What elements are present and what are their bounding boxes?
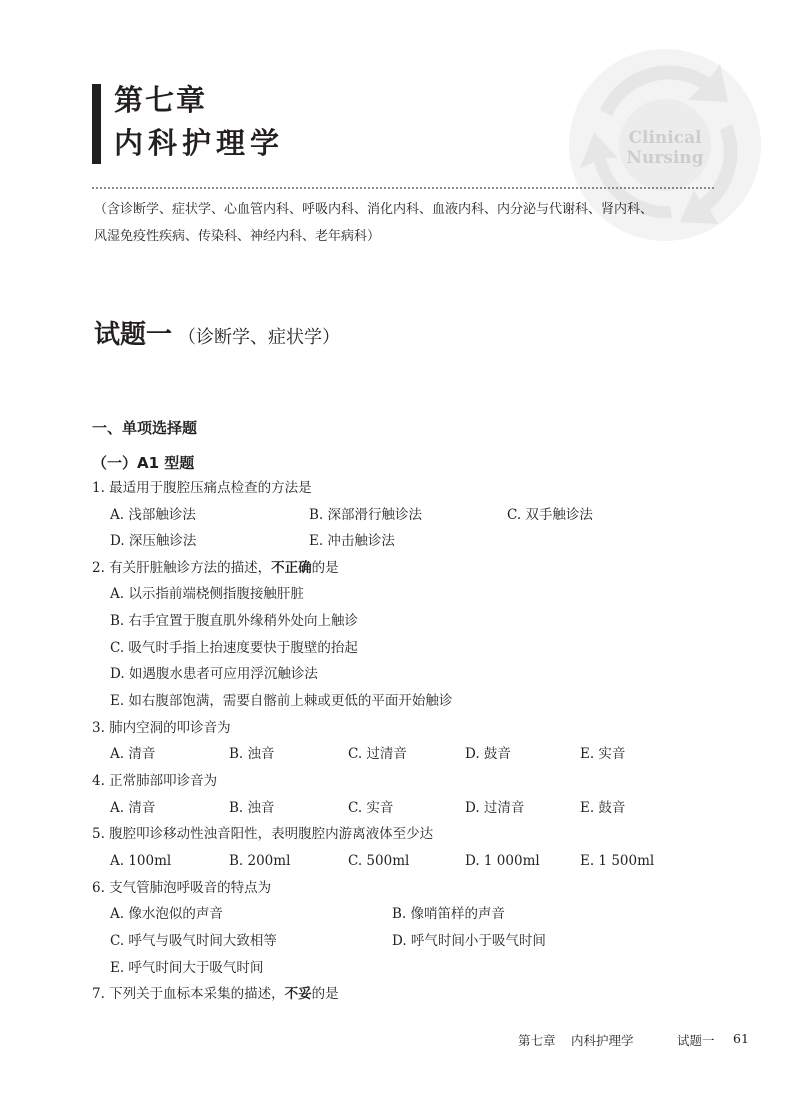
answer-option: B. 像哨笛样的声音: [392, 906, 506, 922]
answer-option: C. 实音: [348, 800, 394, 816]
answer-option: B. 浊音: [229, 746, 275, 762]
answer-option: A. 以示指前端桡侧指腹接触肝脏: [110, 586, 304, 602]
answer-option: C. 呼气与吸气时间大致相等: [110, 933, 277, 949]
footer-chapter-title: 内科护理学: [571, 1033, 634, 1048]
subsection-heading: （一）A1 型题: [92, 454, 195, 472]
page-number: 61: [733, 1031, 749, 1046]
dotted-divider: [92, 187, 714, 189]
answer-option: B. 浊音: [229, 800, 275, 816]
question-stem: [92, 984, 339, 1004]
answer-option: A. 清音: [110, 746, 156, 762]
chapter-scope-line2: 风湿免疫性疾病、传染科、神经内科、老年病科）: [94, 229, 381, 244]
question-stem: 4. 正常肺部叩诊音为: [92, 773, 218, 789]
footer-exam-label: 试题一: [677, 1033, 715, 1048]
exam-title: 试题一: [94, 320, 173, 350]
question-stem-emphasis: 不妥: [284, 986, 312, 1002]
question-stem: 6. 支气管肺泡呼吸音的特点为: [92, 880, 272, 896]
footer-chapter-label: 第七章: [518, 1033, 556, 1048]
chapter-accent-bar: [92, 84, 101, 164]
answer-option: E. 1 500ml: [580, 853, 655, 869]
answer-option: A. 像水泡似的声音: [110, 906, 223, 922]
question-stem: [92, 558, 339, 578]
answer-option: E. 冲击触诊法: [309, 533, 395, 549]
question-stem-text: 的是: [311, 986, 339, 1002]
answer-option: D. 鼓音: [465, 746, 511, 762]
answer-option: C. 吸气时手指上抬速度要快于腹壁的抬起: [110, 640, 358, 656]
answer-option: C. 500ml: [348, 853, 410, 869]
answer-option: D. 1 000ml: [465, 853, 540, 869]
answer-option: B. 右手宜置于腹直肌外缘稍外处向上触诊: [110, 613, 359, 629]
logo-text-line1: Clinical: [628, 128, 702, 148]
answer-option: B. 200ml: [229, 853, 291, 869]
question-stem-emphasis: 不正确: [271, 560, 312, 576]
answer-option: A. 100ml: [110, 853, 172, 869]
section-heading: 一、单项选择题: [92, 419, 198, 437]
answer-option: D. 深压触诊法: [110, 533, 197, 549]
question-stem-text: 的是: [311, 560, 339, 576]
logo-text-line2: Nursing: [626, 148, 704, 168]
exam-scope: （诊断学、症状学）: [178, 327, 341, 348]
answer-option: A. 清音: [110, 800, 156, 816]
question-stem: 1. 最适用于腹腔压痛点检查的方法是: [92, 480, 312, 496]
answer-option: D. 如遇腹水患者可应用浮沉触诊法: [110, 666, 318, 682]
question-stem: 3. 肺内空洞的叩诊音为: [92, 720, 231, 736]
answer-option: B. 深部滑行触诊法: [309, 507, 423, 523]
chapter-number: 第七章: [114, 83, 208, 117]
chapter-scope: [94, 196, 724, 250]
question-stem: 5. 腹腔叩诊移动性浊音阳性，表明腹腔内游离液体至少达: [92, 826, 434, 842]
chapter-title: 内科护理学: [114, 126, 285, 160]
answer-option: E. 呼气时间大于吸气时间: [110, 960, 264, 976]
answer-option: E. 如右腹部饱满，需要自髂前上棘或更低的平面开始触诊: [110, 693, 453, 709]
answer-option: C. 双手触诊法: [507, 507, 593, 523]
answer-option: C. 过清音: [348, 746, 407, 762]
chapter-scope-line1: （含诊断学、症状学、心血管内科、呼吸内科、消化内科、血液内科、内分泌与代谢科、肾内科、: [94, 202, 654, 217]
answer-option: D. 过清音: [465, 800, 525, 816]
answer-option: A. 浅部触诊法: [110, 507, 196, 523]
question-stem-text: 2. 有关肝脏触诊方法的描述，: [92, 560, 272, 576]
answer-option: E. 实音: [580, 746, 626, 762]
question-stem-text: 7. 下列关于血标本采集的描述，: [92, 986, 285, 1002]
exam-heading: [94, 314, 340, 351]
answer-option: E. 鼓音: [580, 800, 626, 816]
answer-option: D. 呼气时间小于吸气时间: [392, 933, 546, 949]
